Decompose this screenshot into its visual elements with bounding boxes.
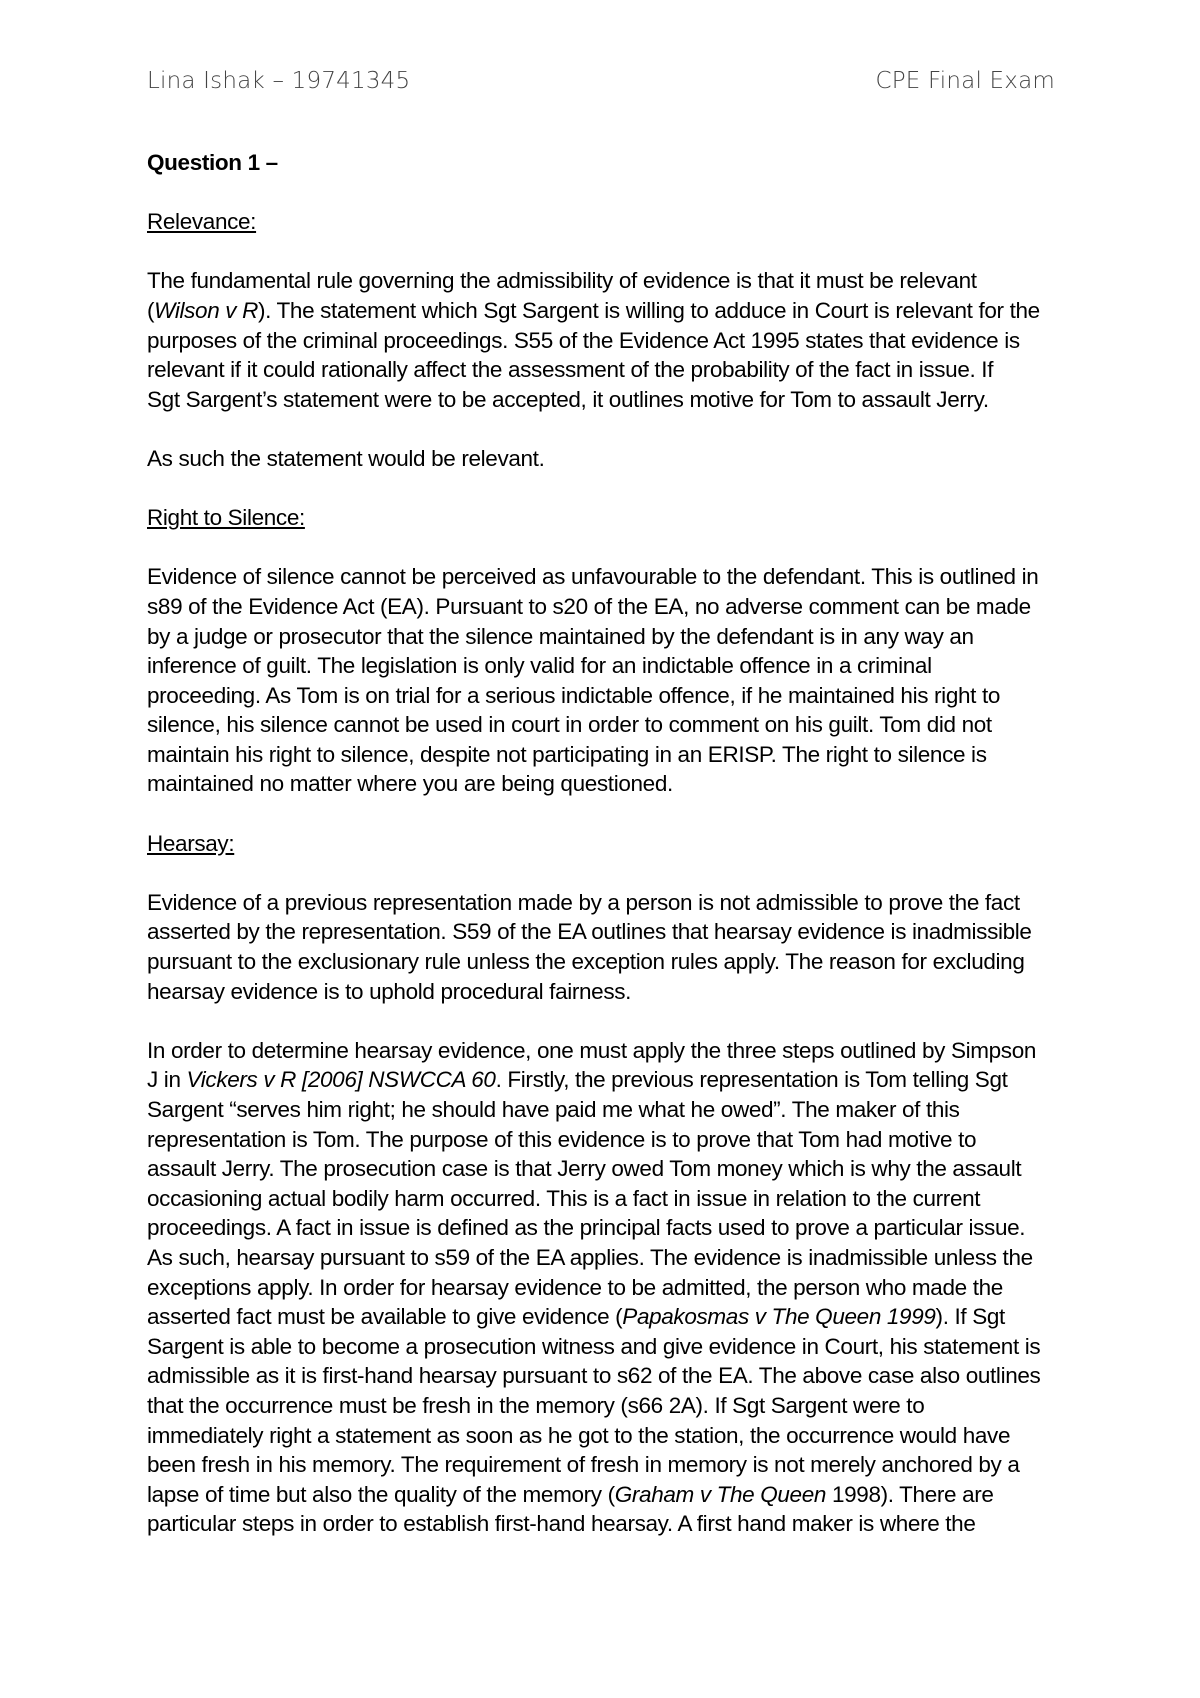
text-line: asserted by the representation. S59 of the EA outlines that hearsay evidence is inadmissible bbox=[147, 919, 1032, 945]
text-line: representation is Tom. The purpose of this evidence is to prove that Tom had motive to bbox=[147, 1126, 977, 1152]
silence-paragraph bbox=[147, 562, 1082, 799]
relevance-paragraph-1 bbox=[147, 266, 1082, 414]
text-line bbox=[147, 1302, 1082, 1332]
text-line: occasioning actual bodily harm occurred. This is a fact in issue in relation to the current bbox=[147, 1185, 981, 1211]
text-line bbox=[147, 1480, 1082, 1510]
text-line: exceptions apply. In order for hearsay evidence to be admitted, the person who made the bbox=[147, 1274, 1003, 1300]
text-line: admissible as it is first-hand hearsay pursuant to s62 of the EA. The above case also outlines bbox=[147, 1363, 1041, 1389]
text-line: In order to determine hearsay evidence, one must apply the three steps outlined by Simpson bbox=[147, 1037, 1037, 1063]
case-citation: Papakosmas v The Queen 1999 bbox=[622, 1304, 936, 1330]
text-line: maintain his right to silence, despite not participating in an ERISP. The right to silence is bbox=[147, 741, 987, 767]
relevance-paragraph-2: As such the statement would be relevant. bbox=[147, 445, 545, 471]
text-line: proceeding. As Tom is on trial for a serious indictable offence, if he maintained his right to bbox=[147, 682, 1001, 708]
section-heading-relevance: Relevance: bbox=[147, 209, 257, 235]
text-fragment: lapse of time but also the quality of the memory ( bbox=[147, 1481, 615, 1507]
document-body bbox=[147, 148, 1082, 1569]
text-line: maintained no matter where you are being questioned. bbox=[147, 771, 673, 797]
text-fragment: asserted fact must be available to give evidence ( bbox=[147, 1304, 623, 1330]
text-line: immediately right a statement as soon as he got to the station, the occurrence would have bbox=[147, 1422, 1011, 1448]
case-citation: Wilson v R bbox=[154, 297, 258, 323]
text-fragment: 1998). There are bbox=[826, 1481, 994, 1507]
text-line: Evidence of silence cannot be perceived as unfavourable to the defendant. This is outlined in bbox=[147, 564, 1039, 590]
text-line: particular steps in order to establish first-hand hearsay. A first hand maker is where the bbox=[147, 1511, 976, 1537]
section-heading-right-to-silence: Right to Silence: bbox=[147, 505, 305, 531]
text-line: Sargent “serves him right; he should have paid me what he owed”. The maker of this bbox=[147, 1097, 960, 1122]
text-line: Sargent is able to become a prosecution witness and give evidence in Court, his statement is bbox=[147, 1333, 1041, 1359]
text-line: inference of guilt. The legislation is only valid for an indictable offence in a criminal bbox=[147, 653, 932, 679]
text-line: Evidence of a previous representation made by a person is not admissible to prove the fact bbox=[147, 889, 1020, 915]
text-line: assault Jerry. The prosecution case is that Jerry owed Tom money which is why the assault bbox=[147, 1156, 1022, 1182]
text-line: silence, his silence cannot be used in court in order to comment on his guilt. Tom did not bbox=[147, 712, 992, 738]
text-line: As such, hearsay pursuant to s59 of the EA applies. The evidence is inadmissible unless the bbox=[147, 1244, 1033, 1270]
text-line: proceedings. A fact in issue is defined as the principal facts used to prove a particular issue. bbox=[147, 1215, 1026, 1241]
question-title: Question 1 – bbox=[147, 150, 278, 175]
case-citation: Vickers v R [2006] NSWCCA 60 bbox=[186, 1067, 496, 1093]
text-fragment: ( bbox=[147, 297, 155, 323]
text-line: The fundamental rule governing the admissibility of evidence is that it must be relevant bbox=[147, 268, 977, 294]
case-citation: Graham v The Queen bbox=[614, 1481, 827, 1507]
hearsay-paragraph-1 bbox=[147, 888, 1082, 1006]
text-fragment: . Firstly, the previous representation is Tom telling Sgt bbox=[495, 1067, 1008, 1093]
text-line: relevant if it could rationally affect the assessment of the probability of the fact in issue. If bbox=[147, 357, 994, 383]
text-line bbox=[147, 1065, 1082, 1095]
text-fragment: ). If Sgt bbox=[935, 1304, 1005, 1330]
header-exam-title: CPE Final Exam bbox=[875, 68, 1055, 94]
text-line bbox=[147, 296, 1082, 326]
text-line: been fresh in his memory. The requirement of fresh in memory is not merely anchored by a bbox=[147, 1452, 1020, 1478]
hearsay-paragraph-2 bbox=[147, 1036, 1082, 1539]
text-line: pursuant to the exclusionary rule unless the exception rules apply. The reason for excluding bbox=[147, 949, 1025, 975]
text-fragment: J in bbox=[147, 1067, 187, 1093]
section-heading-hearsay: Hearsay: bbox=[147, 830, 235, 856]
text-line: s89 of the Evidence Act (EA). Pursuant to s20 of the EA, no adverse comment can be made bbox=[147, 593, 1031, 619]
text-fragment: ). The statement which Sgt Sargent is willing to adduce in Court is relevant for the bbox=[257, 297, 1040, 323]
text-line: by a judge or prosecutor that the silence maintained by the defendant is in any way an bbox=[147, 623, 974, 649]
text-line: hearsay evidence is to uphold procedural fairness. bbox=[147, 978, 632, 1004]
text-line: purposes of the criminal proceedings. S55 of the Evidence Act 1995 states that evidence is bbox=[147, 327, 1020, 353]
header-author-id: Lina Ishak – 19741345 bbox=[147, 68, 411, 94]
text-line: Sgt Sargent’s statement were to be accepted, it outlines motive for Tom to assault Jerry. bbox=[147, 386, 989, 412]
text-line: that the occurrence must be fresh in the memory (s66 2A). If Sgt Sargent were to bbox=[147, 1392, 925, 1418]
